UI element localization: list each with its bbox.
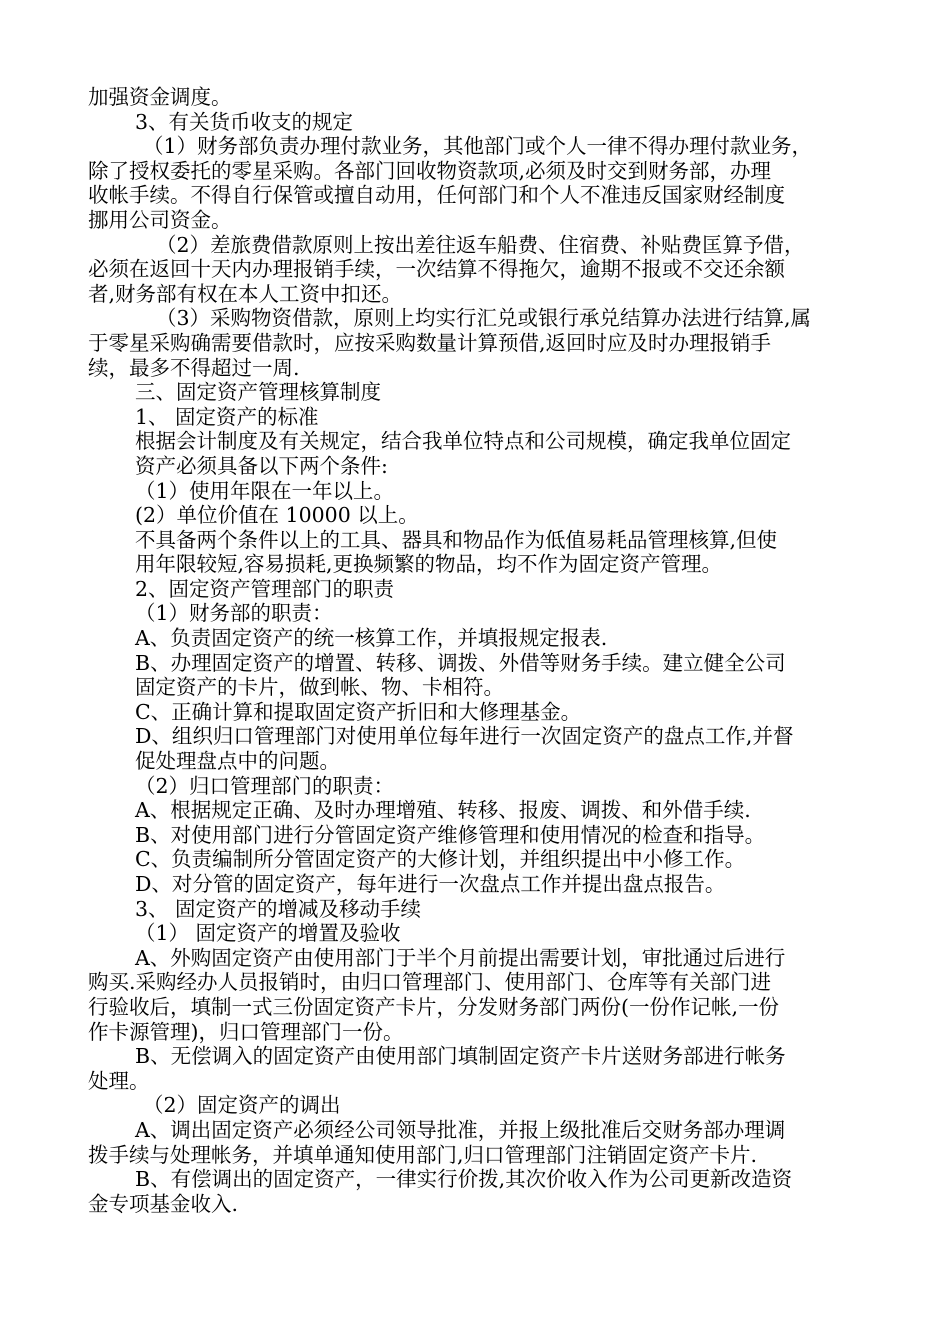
text-line: （2）固定资产的调出 [143, 1093, 341, 1118]
document-body [88, 85, 868, 1216]
text-line: 收帐手续。不得自行保管或擅自动用，任何部门和个人不准违反国家财经制度 [88, 183, 785, 208]
text-line: 资产必须具备以下两个条件: [135, 453, 388, 478]
text-line: 于零星采购确需要借款时，应按采购数量计算预借,返回时应及时办理报销手 [88, 330, 772, 355]
text-line: （1）使用年限在一年以上。 [135, 478, 395, 503]
text-line: 促处理盘点中的问题。 [135, 749, 340, 774]
text-line: A、外购固定资产由使用部门于半个月前提出需要计划，审批通过后进行 [135, 945, 786, 970]
text-line: （2）归口管理部门的职责： [135, 773, 395, 798]
text-line: D、对分管的固定资产，每年进行一次盘点工作并提出盘点报告。 [135, 872, 726, 896]
text-line: A、调出固定资产必须经公司领导批准，并报上级批准后交财务部办理调 [135, 1117, 786, 1142]
text-line: A、根据规定正确、及时办理增殖、转移、报废、调拨、和外借手续. [135, 798, 751, 823]
text-line: （3）采购物资借款，原则上均实行汇兑或银行承兑结算办法进行结算,属 [156, 306, 812, 331]
text-line: D、组织归口管理部门对使用单位每年进行一次固定资产的盘点工作,并督 [135, 724, 794, 749]
text-line: 3、有关货币收支的规定 [135, 109, 354, 134]
text-line: 处理。 [88, 1068, 150, 1093]
text-line: C、正确计算和提取固定资产折旧和大修理基金。 [135, 699, 582, 724]
text-line: （2）差旅费借款原则上按出差往返车船费、住宿费、补贴费匡算予借， [156, 232, 805, 257]
text-line: B、无偿调入的固定资产由使用部门填制固定资产卡片送财务部进行帐务 [135, 1044, 786, 1069]
text-line: 续，最多不得超过一周. [88, 355, 300, 380]
text-line: 除了授权委托的零星采购。各部门回收物资款项,必须及时交到财务部，办理 [88, 158, 772, 183]
text-line: 购买.采购经办人员报销时，由归口管理部门、使用部门、仓库等有关部门进 [88, 970, 772, 995]
text-line: 不具备两个条件以上的工具、器具和物品作为低值易耗品管理核算,但使 [135, 527, 778, 552]
text-line: 金专项基金收入. [88, 1191, 239, 1216]
text-line: B、有偿调出的固定资产，一律实行价拨,其次价收入作为公司更新改造资 [135, 1167, 793, 1192]
text-line: 3、 固定资产的增减及移动手续 [135, 896, 422, 921]
text-line: （1） 固定资产的增置及验收 [135, 921, 401, 946]
text-line: 用年限较短,容易损耗,更换频繁的物品，均不作为固定资产管理。 [135, 552, 723, 577]
text-line: 拨手续与处理帐务，并填单通知使用部门,归口管理部门注销固定资产卡片. [88, 1142, 758, 1167]
text-line: C、负责编制所分管固定资产的大修计划，并组织提出中小修工作。 [135, 847, 746, 872]
text-line: 必须在返回十天内办理报销手续，一次结算不得拖欠，逾期不报或不交还余额 [88, 257, 785, 282]
text-line: 2、固定资产管理部门的职责 [135, 576, 395, 601]
text-line: 三、固定资产管理核算制度 [135, 380, 381, 405]
text-line: A、负责固定资产的统一核算工作，并填报规定报表. [135, 626, 608, 651]
text-line: （1）财务部的职责： [135, 601, 333, 626]
text-line: 挪用公司资金。 [88, 207, 232, 232]
text-line: 者,财务部有权在本人工资中扣还。 [88, 281, 403, 306]
text-line: (2）单位价值在 10000 以上。 [135, 503, 419, 528]
text-line: 1、 固定资产的标准 [135, 404, 319, 429]
text-line: 固定资产的卡片，做到帐、物、卡相符。 [135, 675, 504, 700]
text-line: （1）财务部负责办理付款业务，其他部门或个人一律不得办理付款业务， [143, 134, 813, 159]
text-line: B、办理固定资产的增置、转移、调拨、外借等财务手续。建立健全公司 [135, 650, 786, 675]
text-line: 作卡源管理)，归口管理部门一份。 [88, 1019, 404, 1044]
text-line: 加强资金调度。 [88, 85, 232, 109]
text-line: B、对使用部门进行分管固定资产维修管理和使用情况的检查和指导。 [135, 822, 766, 847]
text-line: 行验收后，填制一式三份固定资产卡片，分发财务部门两份(一份作记帐,一份 [88, 994, 780, 1019]
text-line: 根据会计制度及有关规定，结合我单位特点和公司规模，确定我单位固定 [135, 429, 791, 454]
